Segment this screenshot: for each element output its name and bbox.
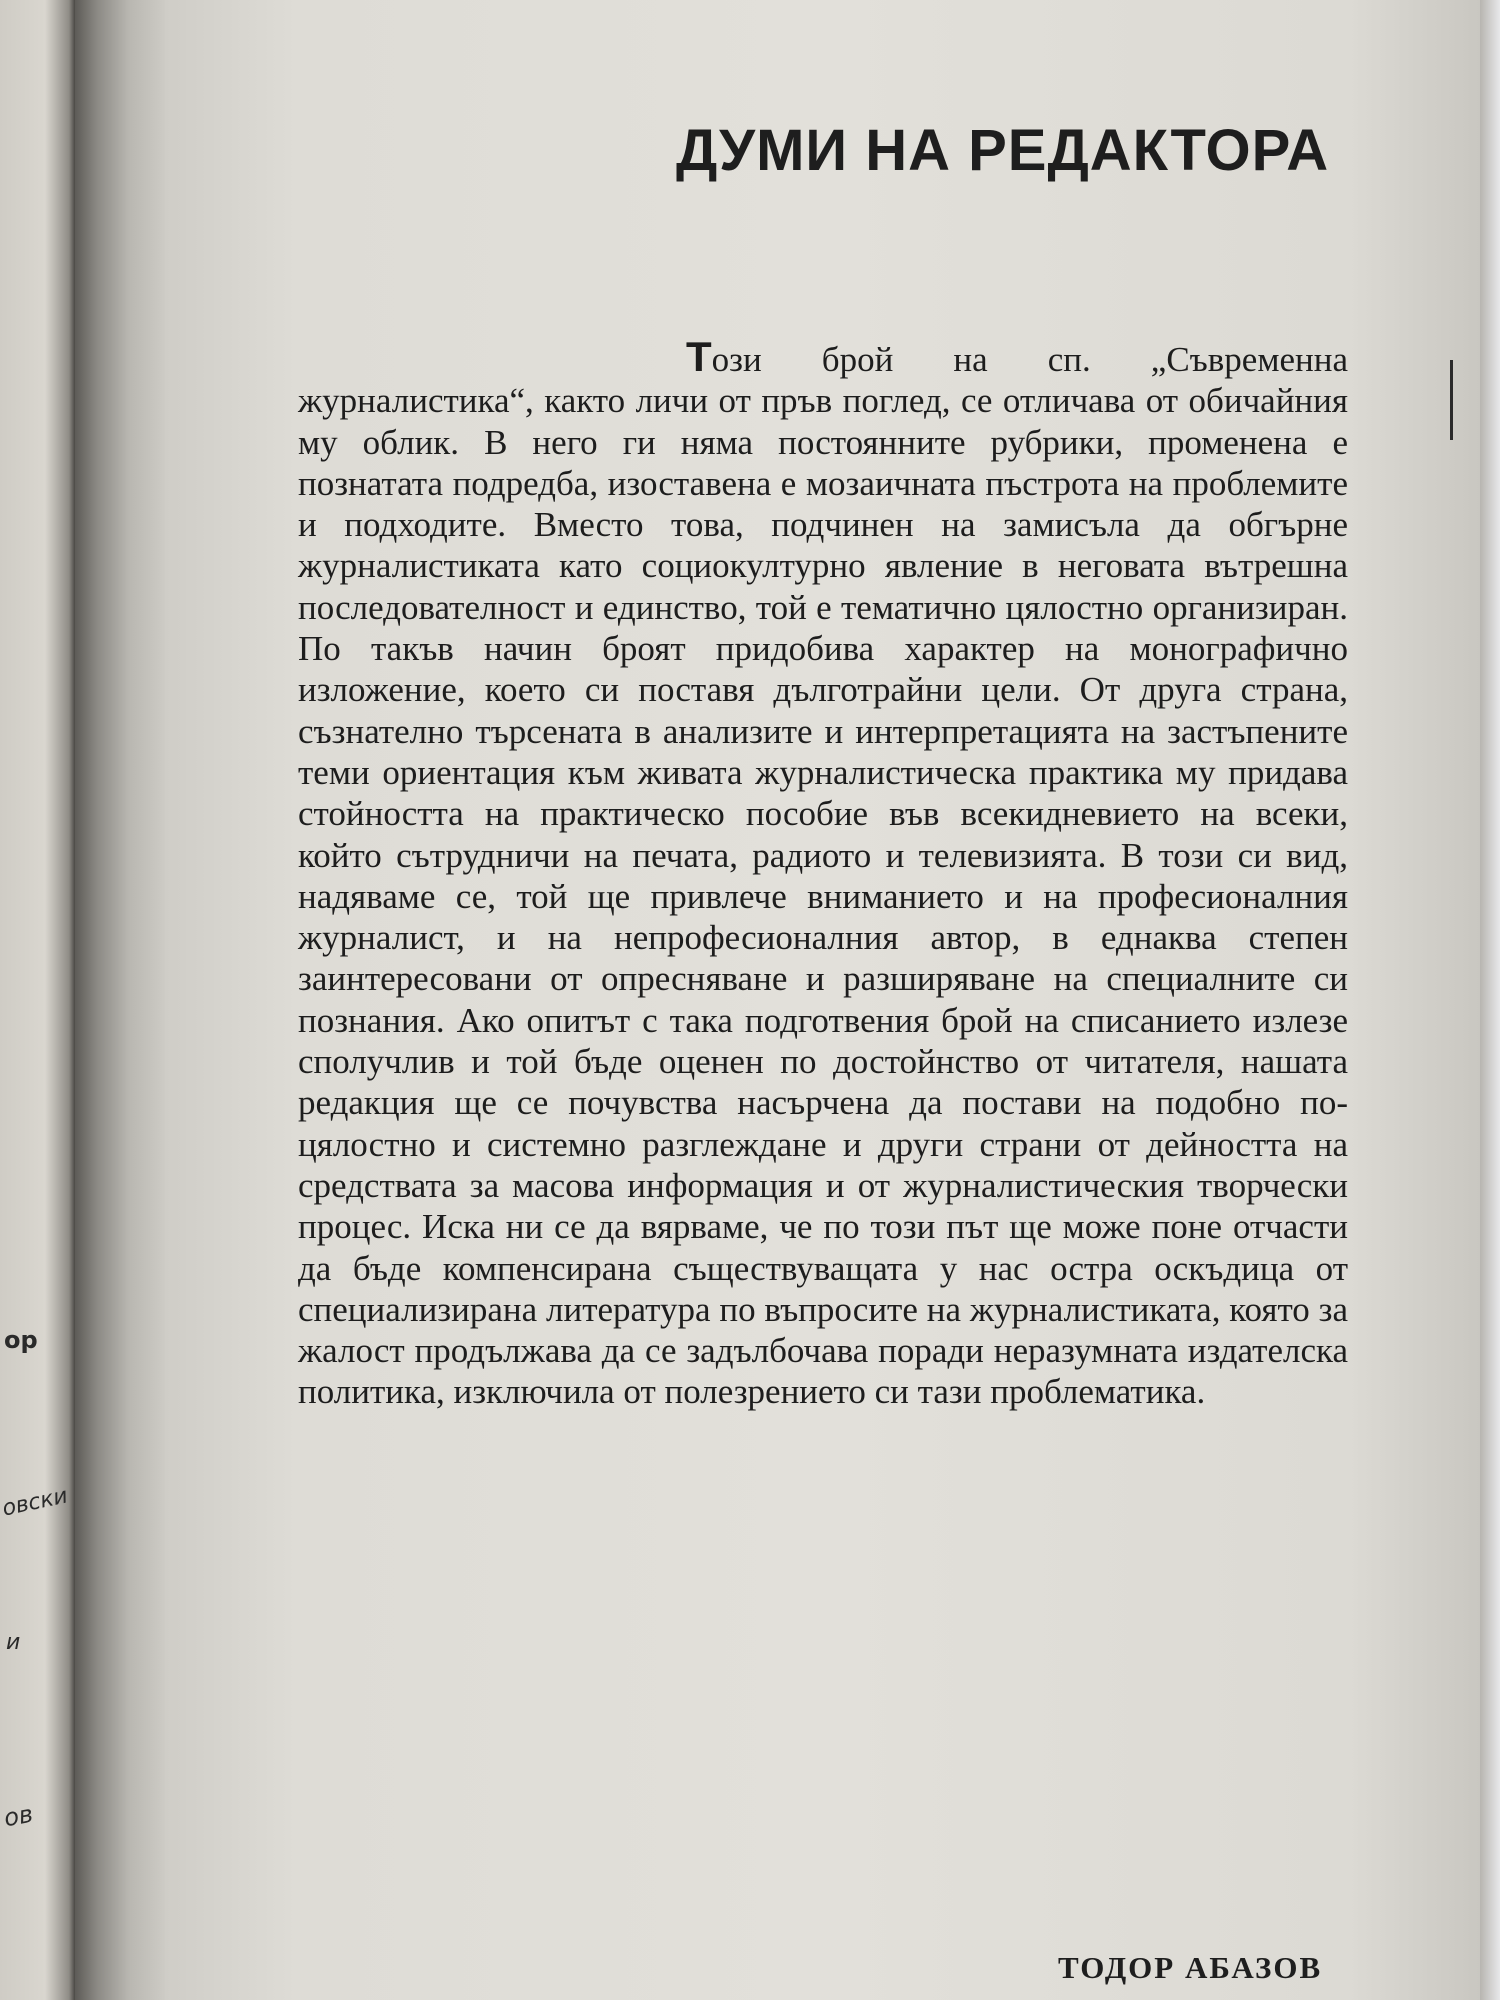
page-mark: [1450, 360, 1453, 440]
margin-fragment: ов: [1, 1799, 36, 1833]
article-body: [298, 333, 1348, 1413]
left-page-edge: [0, 0, 75, 2000]
margin-fragment: и: [6, 1630, 21, 1655]
page-edge: [1480, 0, 1500, 2000]
article-text: ози брой на сп. „Съвременна журналистика“, както личи от пръв поглед, се отличава от обичайния му облик. В него ги няма постоянните рубрики, променена е познатата подредба, изоставена е мозаичната пъстрота на проблемите и подходите. Вместо това, подчинен на замисъла да обгърне журналистиката като социокултурно явление в неговата вътрешна последователност и единство, той е тематично цялостно организиран. По такъв начин броят придобива характер на монографично изложение, което си поставя дълготрайни цели. От друга страна, съзнателно търсената в анализите и интерпретацията на застъпените теми ориентация към живата журналистическа практика му придава стойността на практическо пособие във всекидневието на всеки, който сътрудничи на печата, радиото и телевизията. В този си вид, надяваме се, той ще привлече вниманието и на професионалния журналист, и на непрофесионалния автор, в еднаква степен заинтересовани от опресняване и разширяване на специалните си познания. Ако опитът с така подготвения брой на списанието излезе сполучлив и той бъде оценен по достойнство от читателя, нашата редакция ще се почувства насърчена да постави на подобно по-цялостно и системно разглеждане и други страни от дейността на средствата за масова информация и от журналистическия творчески процес. Иска ни се да вярваме, че по този път ще може поне отчасти да бъде компенсирана съществуващата у нас остра оскъдица от специализирана литература по въпросите на журналистиката, която за жалост продължава да се задълбочава поради неразумната издателска политика, изключила от полезрението си тази проблематика.: [298, 340, 1348, 1412]
margin-fragment: овски: [0, 1483, 70, 1522]
book-gutter: [75, 0, 165, 2000]
page-title: ДУМИ НА РЕДАКТОРА: [676, 117, 1330, 183]
drop-cap: Т: [686, 333, 712, 380]
author-signature: ТОДОР АБАЗОВ: [1058, 1950, 1323, 1985]
margin-fragment: ор: [4, 1326, 38, 1354]
